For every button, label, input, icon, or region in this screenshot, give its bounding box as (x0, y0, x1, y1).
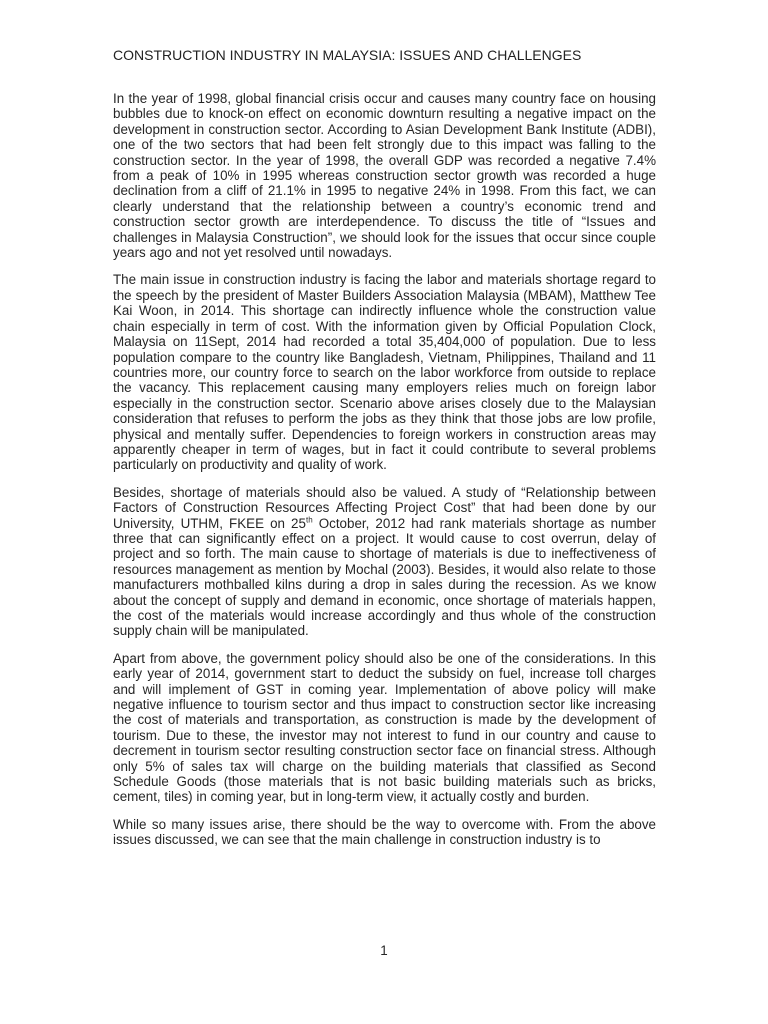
paragraph-challenges: While so many issues arise, there should be the way to overcome with. From the above issues discussed, we can see that the main challenge in construction industry is to (113, 816, 656, 848)
document-title: CONSTRUCTION INDUSTRY IN MALAYSIA: ISSUES AND CHALLENGES (113, 47, 582, 63)
paragraph-government-policy: Apart from above, the government policy should also be one of the considerations. In this early year of 2014, government start to deduct the subsidy on fuel, increase toll charges and will implement of GST in coming year. Implementation of above policy will make negative influence to tourism sector and thus impact to construction sector like increasing the cost of materials and transportation, as construction is made by the development of tourism. Due to these, the investor may not interest to fund in our country and cause to decrement in tourism sector resulting construction sector face on financial stress. Although only 5% of sales tax will charge on the building materials that classified as Second Schedule Goods (those materials that is not basic building materials such as bricks, cement, tiles) in coming year, but in long-term view, it actually costly and burden. (113, 650, 656, 805)
paragraph-financial-crisis: In the year of 1998, global financial crisis occur and causes many country face on housing bubbles due to knock-on effect on economic downturn resulting a negative impact on the development in construction sector. According to Asian Development Bank Institute (ADBI), one of the two sectors that had been felt strongly due to this impact was falling to the construction sector. In the year of 1998, the overall GDP was recorded a negative 7.4% from a peak of 10% in 1995 whereas construction sector growth was recorded a huge declination from a cliff of 21.1% in 1995 to negative 24% in 1998. From this fact, we can clearly understand that the relationship between a country’s economic trend and construction sector growth are interdependence. To discuss the title of “Issues and challenges in Malaysia Construction”, we should look for the issues that occur since couple years ago and not yet resolved until nowadays. (113, 91, 656, 261)
paragraph-labor-shortage: The main issue in construction industry is facing the labor and materials shortage regard to the speech by the president of Master Builders Association Malaysia (MBAM), Matthew Tee Kai Woon, in 2014. This shortage can indirectly influence whole the construction value chain especially in term of cost. With the information given by Official Population Clock, Malaysia on 11Sept, 2014 had recorded a total 35,404,000 of population. Due to less population compare to the country like Bangladesh, Vietnam, Philippines, Thailand and 11 countries more, our country force to search on the labor workforce from outside to replace the vacancy. This replacement causing many employers relies much on foreign labor especially in the construction sector. Scenario above arises closely due to the Malaysian consideration that refuses to perform the jobs as they think that those jobs are low profile, physical and mentally suffer. Dependencies to foreign workers in construction areas may apparently cheaper in term of wages, but in fact it could contribute to several problems particularly on productivity and quality of work. (113, 272, 656, 473)
paragraph-materials-text-start: Besides, shortage of materials should also be valued. A study of “Relationship between Factors of Construction Resources Affecting Project Cost” that had been done by our University, UTHM, FKEE on 25 (113, 484, 656, 531)
date-ordinal-superscript: th (305, 515, 313, 525)
document-body (113, 91, 656, 860)
paragraph-materials-shortage (113, 485, 656, 639)
paragraph-materials-text-end: October, 2012 had rank materials shortage as number three that can significantly effect on a project. It would cause to cost overrun, delay of project and so forth. The main cause to shortage of materials is due to ineffectiveness of resources management as mention by Mochal (2003). Besides, it would also relate to those manufacturers mothballed kilns during a drop in sales during the recession. As we know about the concept of supply and demand in economic, once shortage of materials happen, the cost of the materials would increase accordingly and thus whole of the construction supply chain will be manipulated. (113, 515, 656, 639)
page-number: 1 (380, 943, 388, 958)
